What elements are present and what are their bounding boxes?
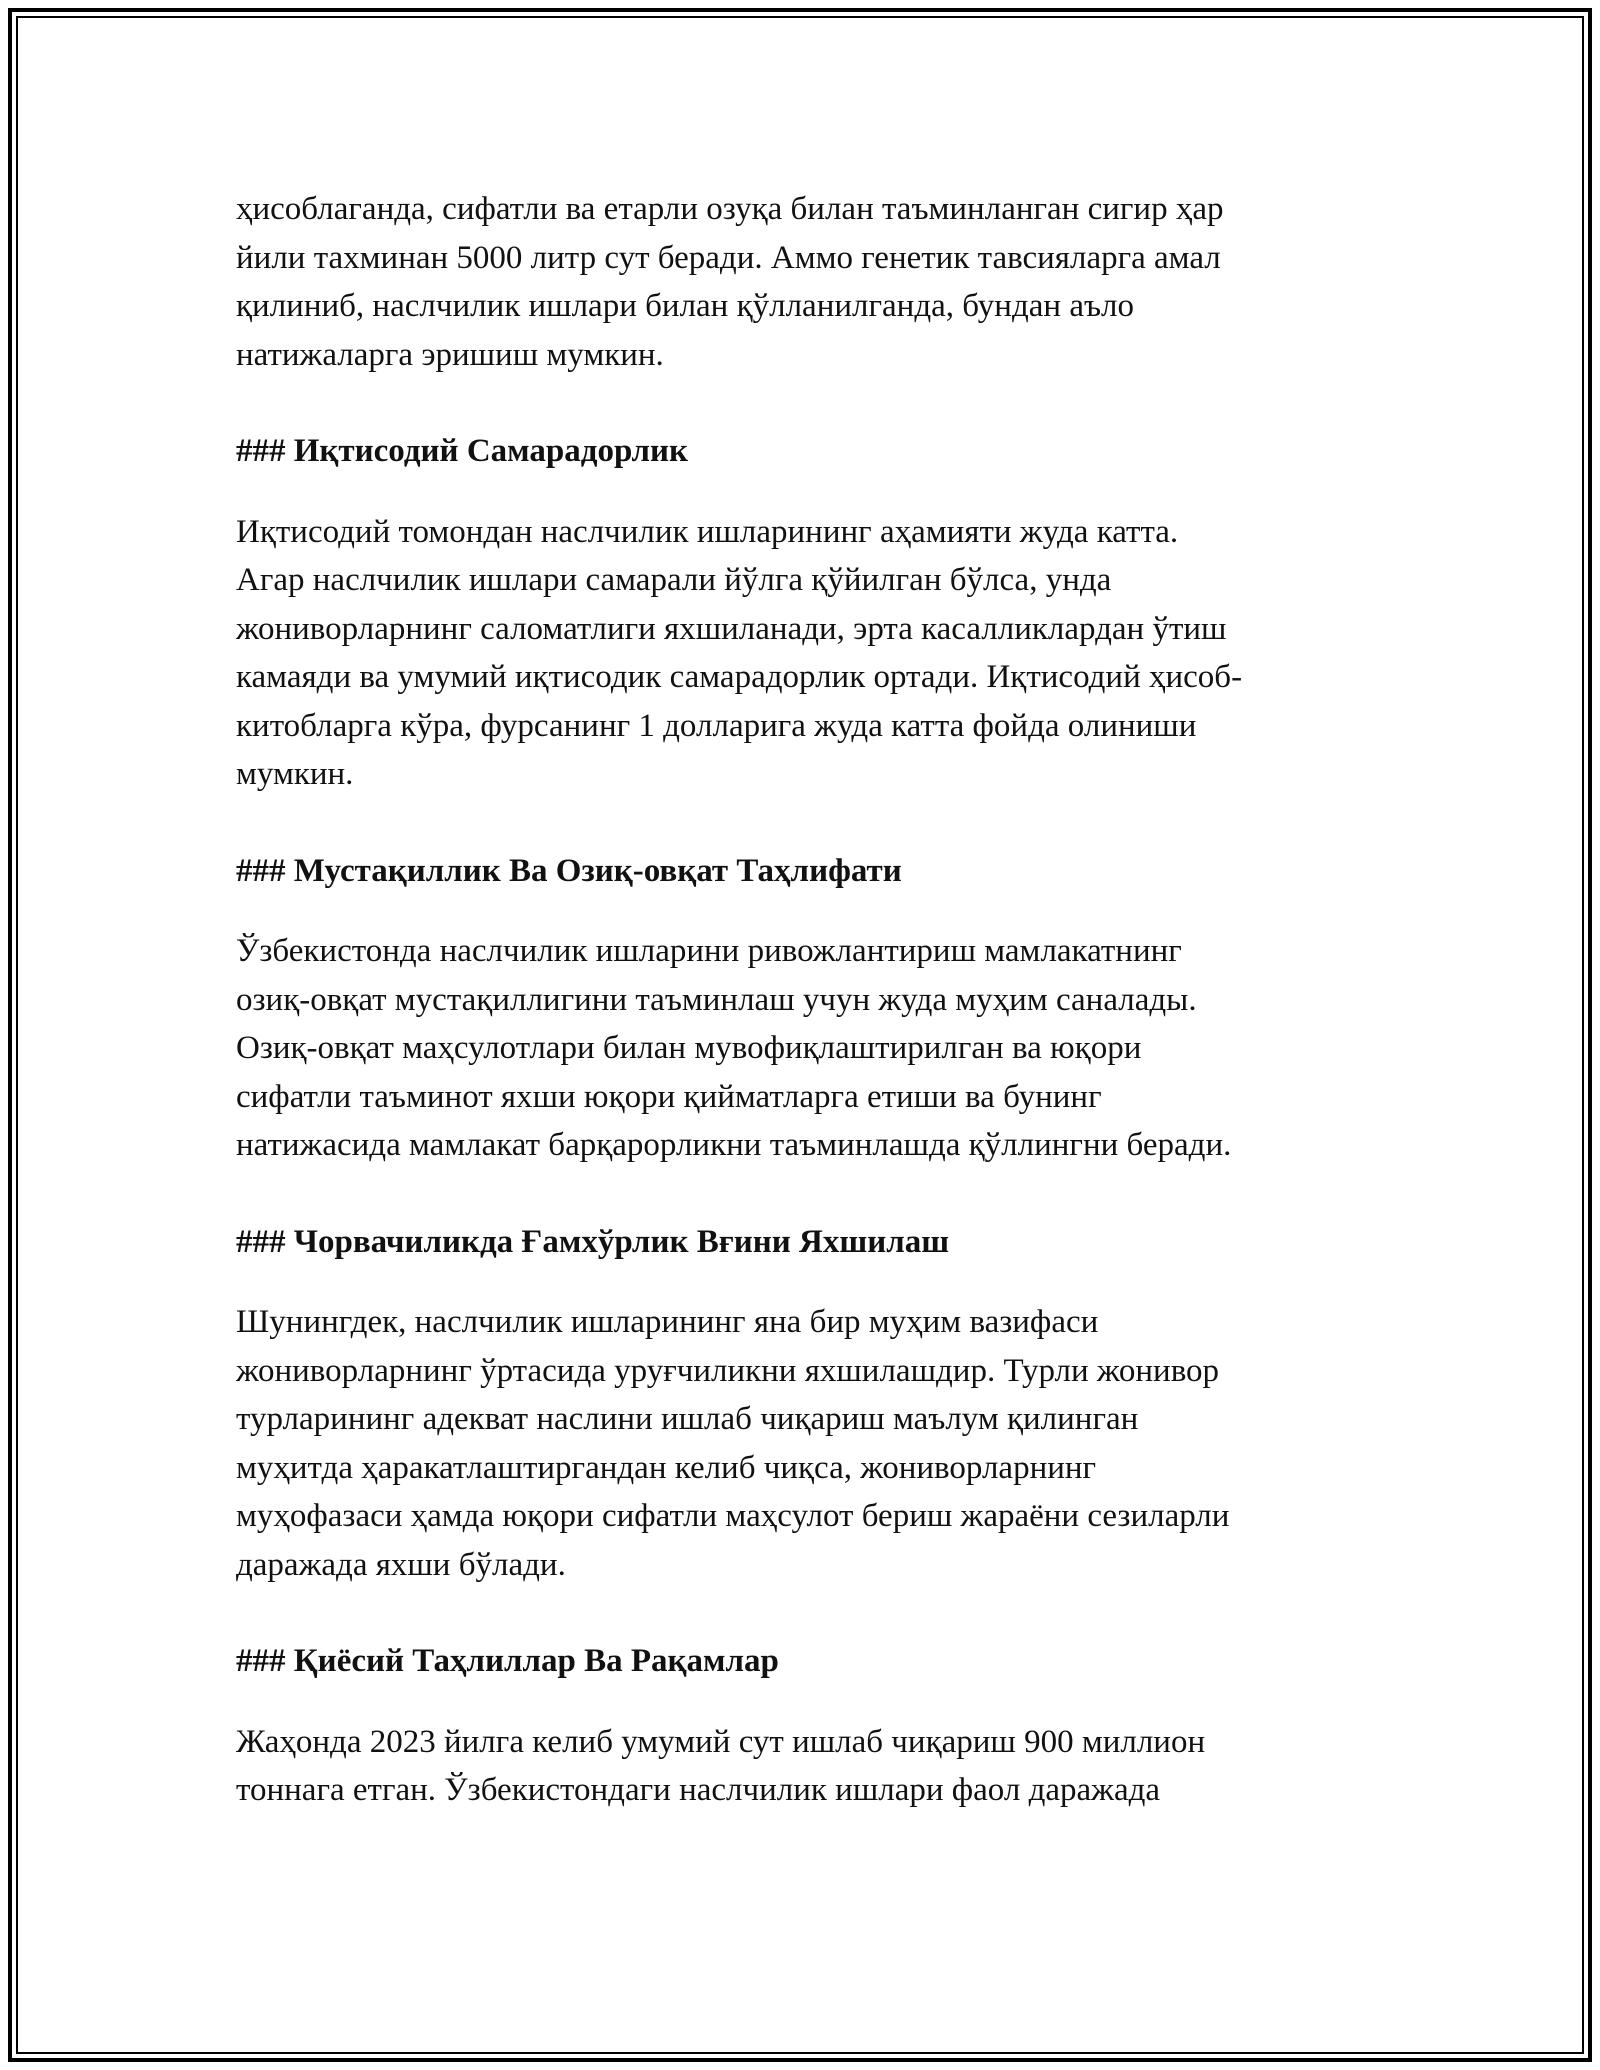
text-line: даражада яхши бўлади.: [236, 1546, 566, 1583]
text-line: сифатли таъминот яхши юқори қийматларга етиши ва бунинг: [236, 1078, 1102, 1115]
text-line: Агар наслчилик ишлари самарали йўлга қўйилган бўлса, унда: [236, 562, 1112, 598]
text-line: жониворларнинг саломатлиги яхшиланади, эрта касалликлардан ўтиш: [236, 610, 1227, 647]
text-line: ҳисоблаганда, сифатли ва етарли озуқа билан таъминланган сигир ҳар: [236, 191, 1224, 227]
text-line: муҳофазаси ҳамда юқори сифатли маҳсулот бериш жараёни сезиларли: [236, 1498, 1230, 1534]
text-line: тоннага етган. Ўзбекистондаги наслчилик ишлари фаол даражада: [236, 1772, 1161, 1808]
text-line: йили тахминан 5000 литр сут беради. Аммо генетик тавсияларга амал: [236, 239, 1221, 276]
text-line: мумкин.: [236, 756, 354, 792]
document-body: [236, 185, 1366, 1815]
paragraph-economic-efficiency: [236, 508, 1366, 799]
text-line: озиқ-овқат мустақиллигини таъминлаш учун жуда муҳим саналады.: [236, 981, 1197, 1018]
text-line: қилиниб, наслчилик ишлари билан қўлланилганда, бундан аъло: [236, 288, 1134, 324]
text-line: Шунингдек, наслчилик ишларининг яна бир муҳим вазифаси: [236, 1304, 1099, 1340]
text-line: Иқтисодий томондан наслчилик ишларининг аҳамияти жуда катта.: [236, 513, 1179, 550]
paragraph-milk-yield: [236, 185, 1366, 379]
text-line: Озиқ-овқат маҳсулотлари билан мувофиқлаштирилган ва юқори: [236, 1030, 1142, 1066]
text-line: натижаларга эришиш мумкин.: [236, 336, 664, 373]
paragraph-livestock-care: [236, 1298, 1366, 1589]
text-line: натижасида мамлакат барқарорликни таъминлашда қўллингни беради.: [236, 1127, 1232, 1163]
text-line: жониворларнинг ўртасида уруғчиликни яхшилашдир. Турли жонивор: [236, 1352, 1220, 1389]
heading-livestock-care: ### Чорвачиликда Ғамхўрлик Вғини Яхшилаш: [236, 1223, 950, 1260]
text-line: Ўзбекистонда наслчилик ишларини ривожлантириш мамлакатнинг: [236, 933, 1182, 969]
text-line: Жаҳонда 2023 йилга келиб умумий сут ишлаб чиқариш 900 миллион: [236, 1723, 1206, 1760]
paragraph-comparative-analysis: [236, 1718, 1366, 1815]
text-line: муҳитда ҳаракатлаштиргандан келиб чиқса, жониворларнинг: [236, 1449, 1097, 1486]
text-line: китобларга кўра, фурсанинг 1 долларига жуда катта фойда олиниши: [236, 707, 1197, 744]
text-line: турларининг адекват наслини ишлаб чиқариш маълум қилинган: [236, 1401, 1139, 1437]
heading-food-independence: ### Мустақиллик Ва Озиқ-овқат Таҳлифати: [236, 852, 902, 889]
text-line: камаяди ва умумий иқтисодик самарадорлик ортади. Иқтисодий ҳисоб-: [236, 659, 1243, 695]
heading-comparative-analysis: ### Қиёсий Таҳлиллар Ва Рақамлар: [236, 1643, 779, 1679]
paragraph-food-independence: [236, 927, 1366, 1170]
heading-economic-efficiency: ### Иқтисодий Самарадорлик: [236, 433, 689, 469]
